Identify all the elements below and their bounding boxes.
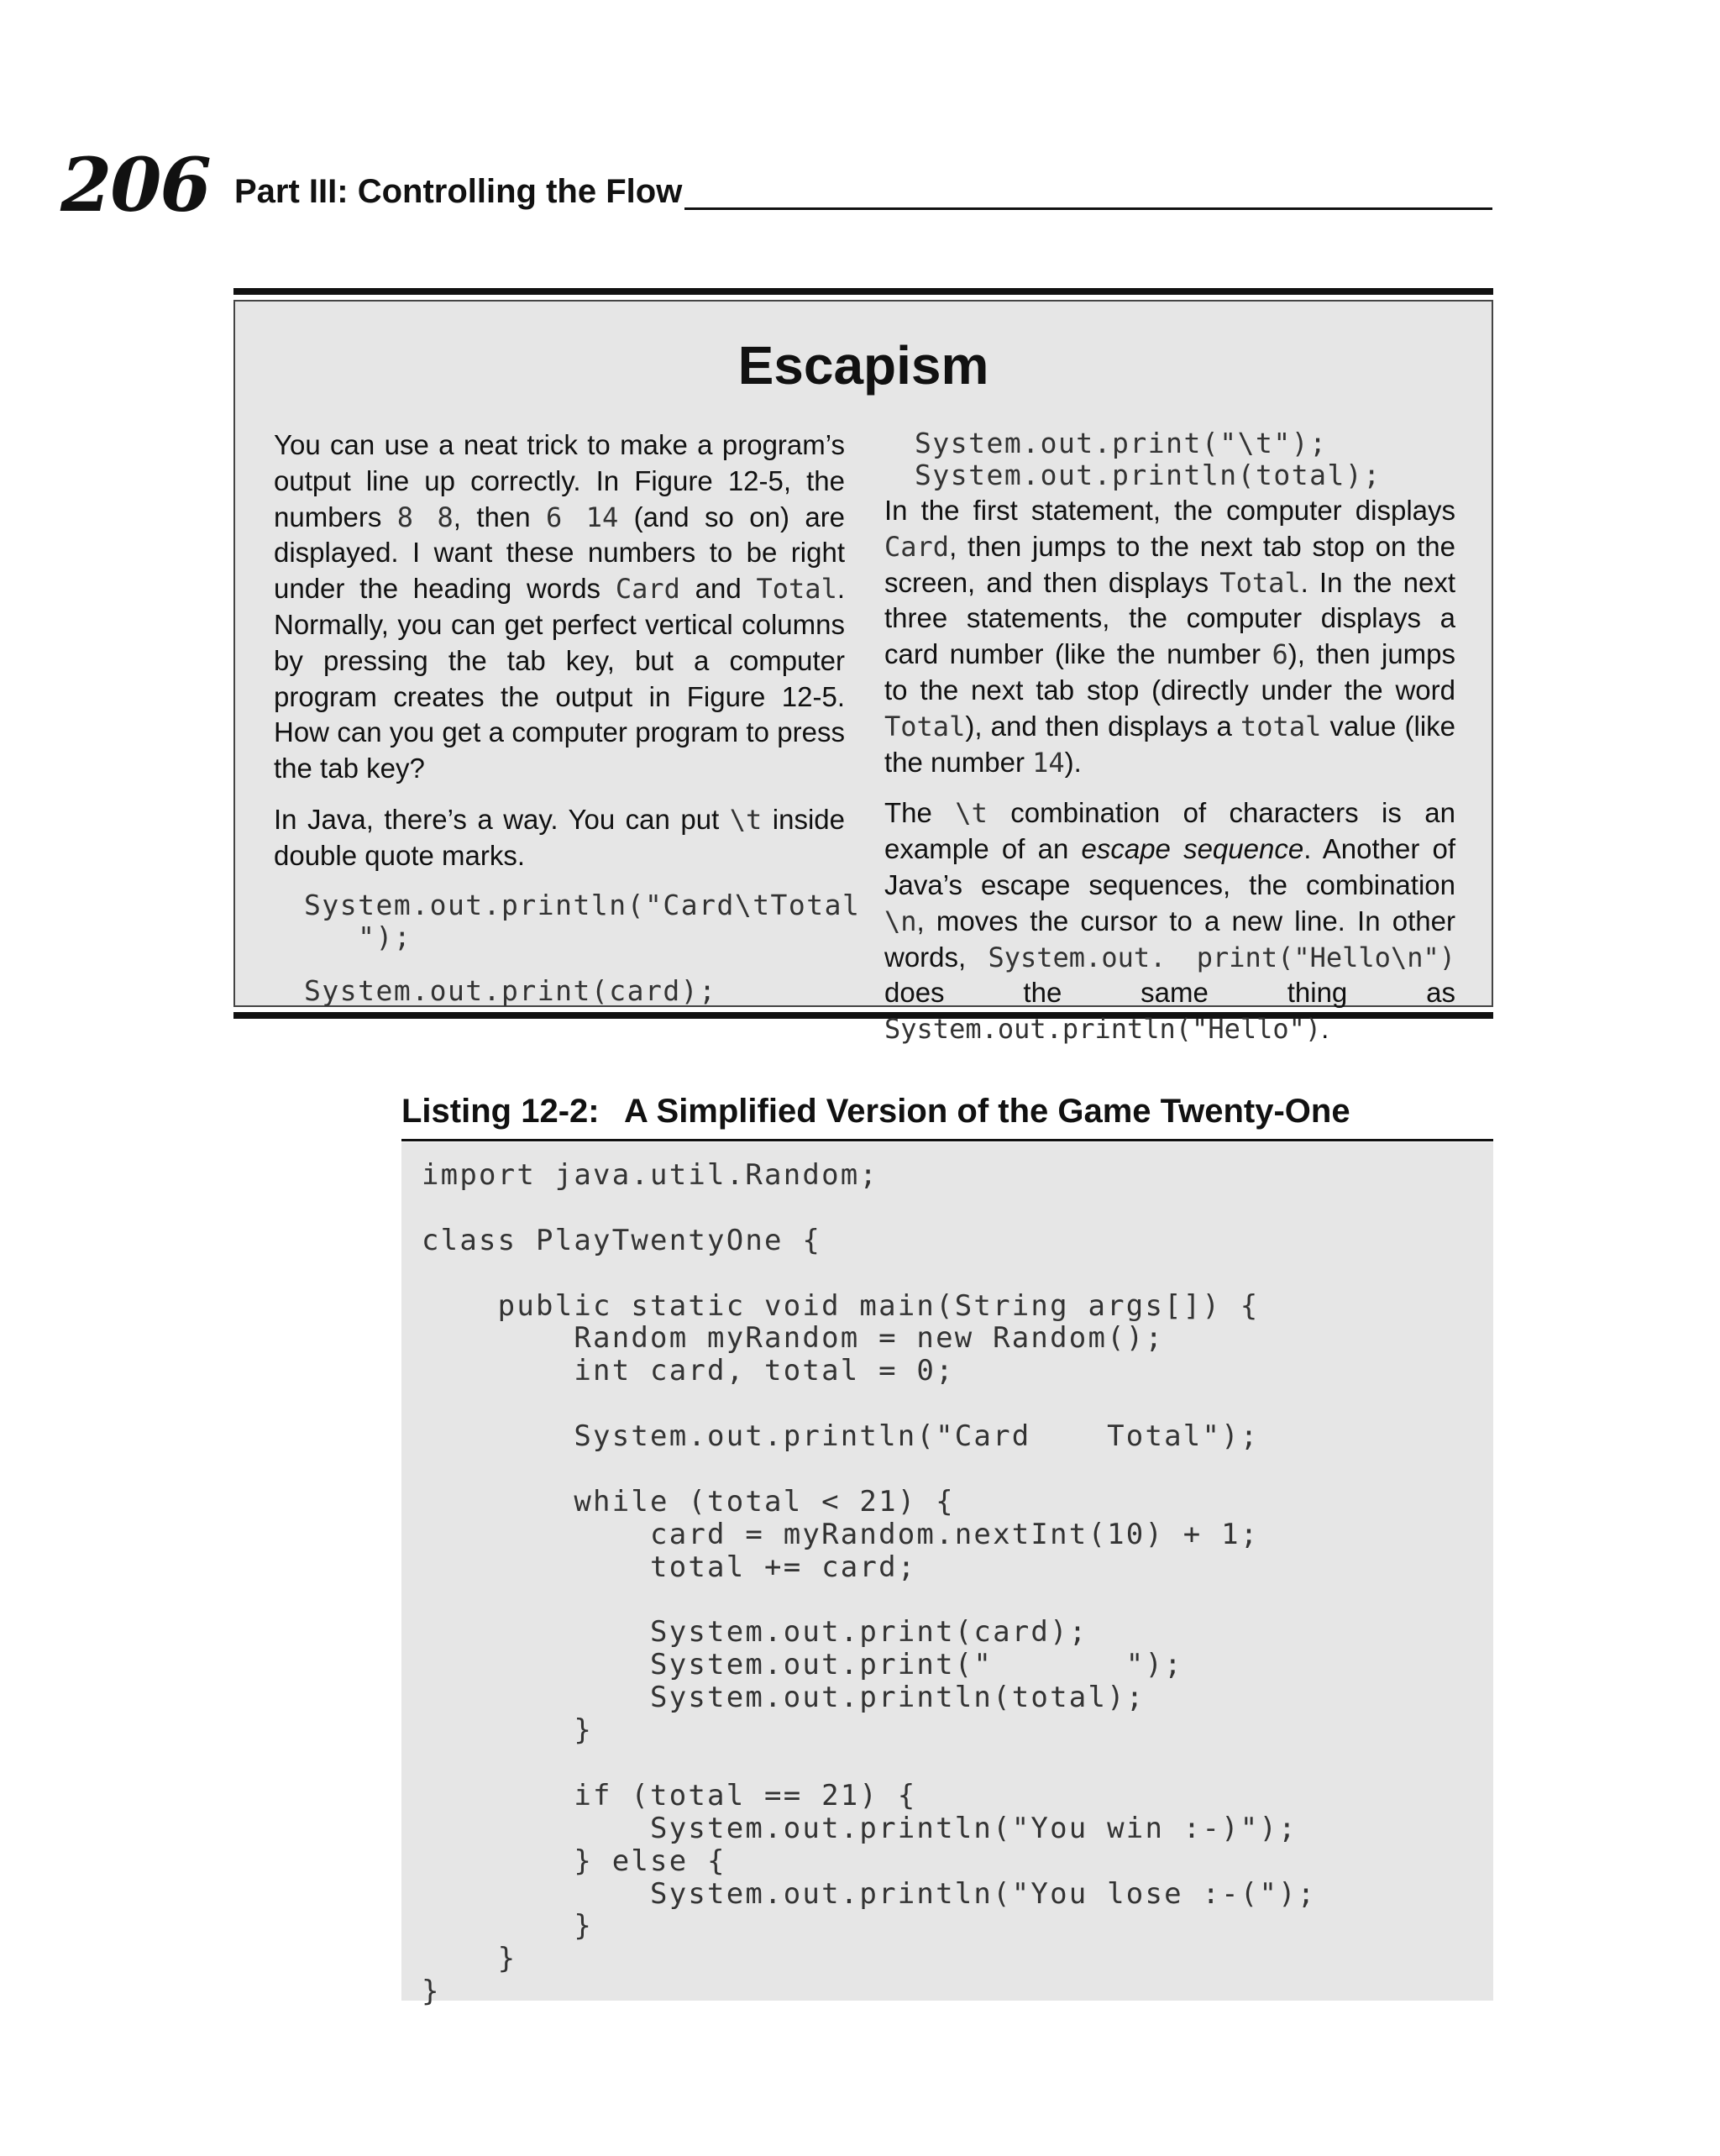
code-line: public static void main(String args[]) { (422, 1288, 1260, 1323)
sidebar-box (233, 300, 1493, 1046)
code-line: } (422, 1713, 594, 1748)
text-run: does the same thing as (884, 977, 1455, 1009)
code-snippet: System.out.println("Card\tTotal "); (304, 888, 861, 953)
inline-code: Card (884, 530, 950, 563)
listing-code-block (401, 1142, 1493, 2009)
code-line: System.out.println("Card Total"); (422, 1419, 1260, 1454)
text-run: In Java, there’s a way. You can put (274, 803, 730, 835)
code-line: System.out.println("You lose :-("); (422, 1876, 1317, 1911)
text-run: , then jumps to the next tab stop on the screen, and then displays (884, 530, 1455, 598)
inline-code: Total (1219, 566, 1301, 599)
inline-code: \n (884, 905, 917, 937)
sidebar-paragraph (884, 795, 1455, 1047)
listing-label: Listing 12-2: (401, 1093, 600, 1130)
sidebar-left-column (274, 428, 861, 1007)
code-line (422, 1192, 1493, 1225)
text-run: The (884, 797, 956, 829)
inline-code: Card (615, 573, 680, 606)
page-number: 206 (60, 141, 210, 228)
sidebar-title: Escapism (737, 335, 989, 396)
text-run: . (1321, 1013, 1329, 1045)
inline-code: Total (756, 573, 837, 606)
code-line: Random myRandom = new Random(); (422, 1321, 1165, 1356)
inline-code: 6 (1272, 638, 1288, 671)
code-line: System.out.println("You win :-)"); (422, 1811, 1298, 1845)
listing-rule (401, 1139, 1493, 1141)
listing-title: A Simplified Version of the Game Twenty-One (624, 1093, 1350, 1130)
sidebar-paragraph (884, 493, 1455, 780)
inline-code: Total (884, 710, 966, 742)
text-run: ). (1064, 746, 1082, 778)
code-line: class PlayTwentyOne { (422, 1223, 822, 1257)
sidebar-paragraph (274, 428, 845, 787)
header-rule (684, 207, 1492, 210)
text-run: and (679, 573, 757, 605)
code-line: System.out.print(card); (422, 1615, 1088, 1650)
code-line: import java.util.Random; (422, 1158, 879, 1192)
text-run: . In the next three statements, the computer displays a card number (like the number (884, 566, 1455, 670)
text-run: . Normally, you can get perfect vertical columns by pressing the tab key, but a computer program creates the output in Figure 12-5. How can you get a computer program to press the tab key? (274, 573, 845, 784)
code-line: card = myRandom.nextInt(10) + 1; (422, 1517, 1260, 1551)
part-title: Part III: Controlling the Flow (234, 173, 683, 210)
inline-code: 6 14 (545, 501, 619, 533)
text-run: , then (453, 501, 546, 532)
code-line: while (total < 21) { (422, 1484, 955, 1519)
code-line: System.out.print(" "); (422, 1648, 1183, 1682)
code-line: int card, total = 0; (422, 1354, 955, 1388)
text-run: inside double quote marks. (274, 803, 845, 871)
code-line: if (total == 21) { (422, 1778, 917, 1812)
inline-code: 14 (1032, 746, 1065, 779)
code-line: System.out.println(total); (422, 1681, 1146, 1715)
inline-code: \t (955, 797, 988, 830)
text-run: . Another of Java’s escape sequences, the combination (884, 833, 1456, 900)
inline-code: System.out.println("Hello") (884, 1013, 1322, 1046)
listing-caption (401, 1088, 1493, 1134)
code-line: total += card; (422, 1550, 917, 1584)
text-run: In the first statement, the computer displays (884, 495, 1455, 526)
inline-code: \t (729, 803, 763, 836)
inline-code: System.out. print("Hello\n") (988, 941, 1455, 973)
text-run: , moves the cursor to a new line. In other words, (884, 905, 1455, 973)
text-run: combination of characters is an example of an (884, 797, 1455, 865)
sidebar-right-column (884, 428, 1455, 1062)
code-line: } (422, 1909, 594, 1944)
code-line (422, 1584, 1493, 1617)
inline-code: 8 8 (396, 501, 454, 533)
code-snippet: System.out.print("\t"); System.out.println(total); (915, 427, 1382, 491)
sidebar-paragraph (274, 802, 845, 874)
code-line: } (422, 1975, 441, 2009)
page-header (60, 143, 1492, 227)
code-line (422, 1453, 1493, 1486)
text-run: value (like the number (884, 710, 1456, 778)
code-line (422, 1387, 1493, 1420)
code-line (422, 1257, 1493, 1290)
code-line (422, 1747, 1493, 1780)
emphasis-text: escape sequence (1081, 833, 1304, 865)
code-snippet: System.out.print(card); (304, 973, 717, 1007)
text-run: ), and then displays a (965, 710, 1241, 742)
escapism-sidebar (233, 288, 1493, 1046)
text-run: You can use a neat trick to make a program’s output line up correctly. In Figure 12-5, the numbers (274, 429, 845, 532)
text-run: (and so on) are displayed. I want these numbers to be right under the heading words (274, 501, 846, 605)
code-line: } else { (422, 1844, 726, 1878)
code-line: } (422, 1942, 517, 1976)
text-run: ), then jumps to the next tab stop (directly under the word (884, 638, 1456, 706)
inline-code: total (1240, 710, 1322, 742)
